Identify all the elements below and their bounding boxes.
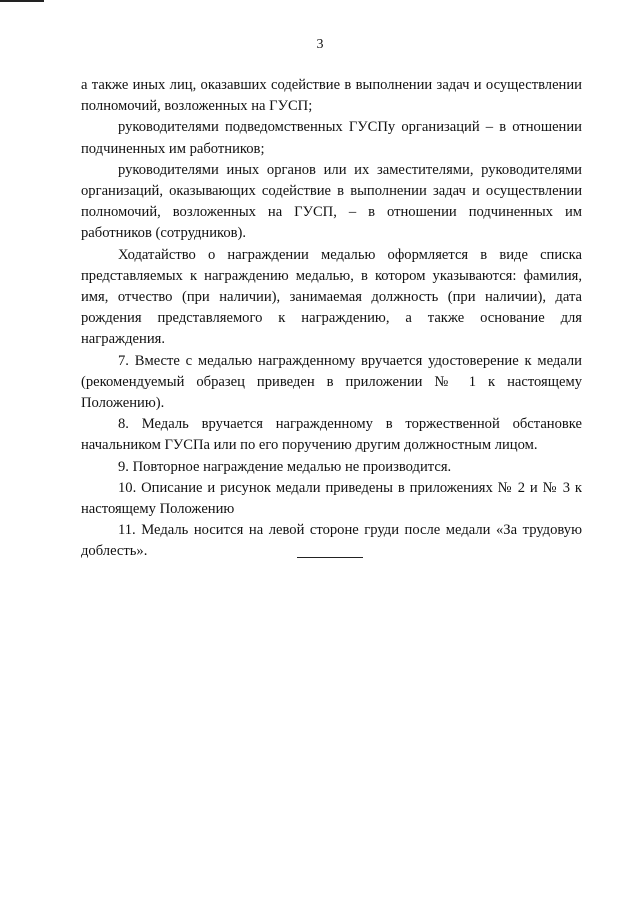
paragraph: руководителями иных органов или их заместителями, руководителями организаций, оказывающих содействие в выполнении задач и осуществлении полномочий, возложенных на ГУСП, – в отношении подчиненных им работников (сотрудников).	[81, 161, 582, 242]
paragraph: 9. Повторное награждение медалью не производится.	[118, 458, 452, 475]
paragraph: 7. Вместе с медалью награжденному вручается удостоверение к медали (рекомендуемый образец приведен в приложении № 1 к настоящему Положению).	[81, 352, 582, 412]
page-number: 3	[316, 37, 324, 52]
paragraph: а также иных лиц, оказавших содействие в выполнении задач и осуществлении полномочий, возложенных на ГУСП;	[81, 77, 582, 115]
paragraph: 10. Описание и рисунок медали приведены в приложениях № 2 и № 3 к настоящему Положению	[81, 479, 582, 518]
document-body	[81, 75, 582, 563]
top-edge-line	[0, 0, 44, 2]
paragraph: руководителями подведомственных ГУСПу организаций – в отношении подчиненных им работников;	[81, 119, 582, 157]
paragraph: Ходатайство о награждении медалью оформляется в виде списка представляемых к награждению медалью, в котором указываются: фамилия, имя, отчество (при наличии), занимаемая должность (при наличии), дата рождения представляемого к награждению, а также основание для награждения.	[81, 246, 582, 348]
end-separator-line	[297, 557, 363, 558]
paragraph: 8. Медаль вручается награжденному в торжественной обстановке начальником ГУСПа или по его поручению другим должностным лицом.	[81, 416, 582, 454]
paragraph: 11. Медаль носится на левой стороне груди после медали «За трудовую доблесть».	[81, 522, 582, 560]
